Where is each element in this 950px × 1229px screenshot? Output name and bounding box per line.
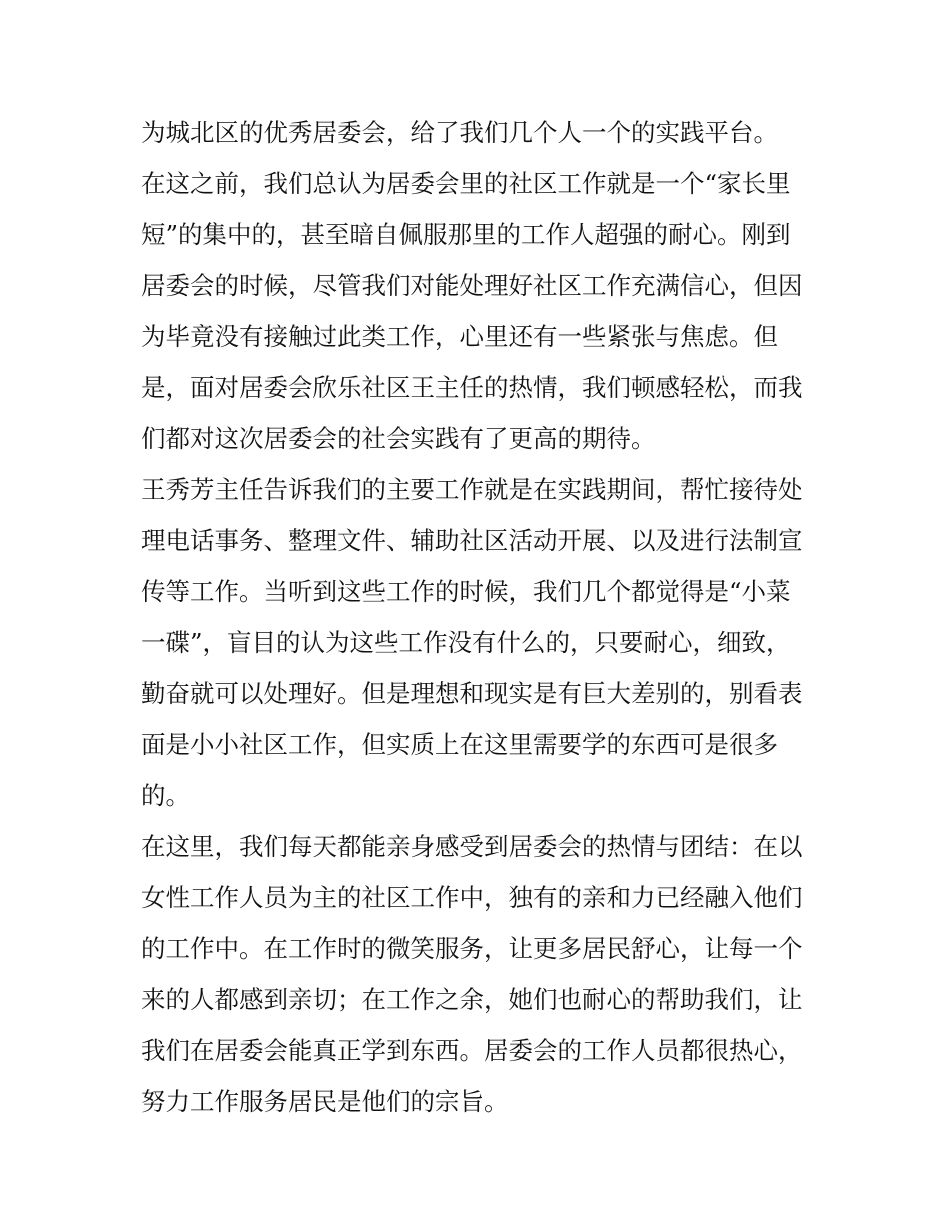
- text-line: 女性工作人员为主的社区工作中，独有的亲和力已经融入他们: [141, 883, 803, 912]
- text-line: 在这之前，我们总认为居委会里的社区工作就是一个“家长里: [141, 169, 791, 198]
- text-line: 在这里，我们每天都能亲身感受到居委会的热情与团结：在以: [141, 832, 803, 861]
- document-body-text: [141, 107, 821, 1127]
- text-line: 为城北区的优秀居委会，给了我们几个人一个的实践平台。: [141, 118, 778, 147]
- text-line: 短”的集中的，甚至暗自佩服那里的工作人超强的耐心。刚到: [141, 220, 791, 249]
- text-line: 一碟”，盲目的认为这些工作没有什么的，只要耐心，细致，: [141, 628, 791, 657]
- text-line: 勤奋就可以处理好。但是理想和现实是有巨大差别的，别看表: [141, 679, 803, 708]
- text-line: 理电话事务、整理文件、辅助社区活动开展、以及进行法制宣: [141, 526, 803, 555]
- text-line: 我们在居委会能真正学到东西。居委会的工作人员都很热心，: [141, 1036, 803, 1065]
- text-line: 是，面对居委会欣乐社区王主任的热情，我们顿感轻松，而我: [141, 373, 803, 402]
- text-line: 们都对这次居委会的社会实践有了更高的期待。: [141, 424, 656, 453]
- text-line: 努力工作服务居民是他们的宗旨。: [141, 1087, 509, 1116]
- text-line: 为毕竟没有接触过此类工作，心里还有一些紧张与焦虑。但: [141, 322, 778, 351]
- text-line: 王秀芳主任告诉我们的主要工作就是在实践期间，帮忙接待处: [141, 475, 803, 504]
- text-line: 面是小小社区工作，但实质上在这里需要学的东西可是很多: [141, 730, 778, 759]
- text-line: 来的人都感到亲切；在工作之余，她们也耐心的帮助我们，让: [141, 985, 803, 1014]
- text-line: 传等工作。当听到这些工作的时候，我们几个都觉得是“小菜: [141, 577, 791, 606]
- text-line: 的。: [141, 781, 190, 810]
- text-line: 的工作中。在工作时的微笑服务，让更多居民舒心，让每一个: [141, 934, 803, 963]
- text-line: 居委会的时候，尽管我们对能处理好社区工作充满信心，但因: [141, 271, 803, 300]
